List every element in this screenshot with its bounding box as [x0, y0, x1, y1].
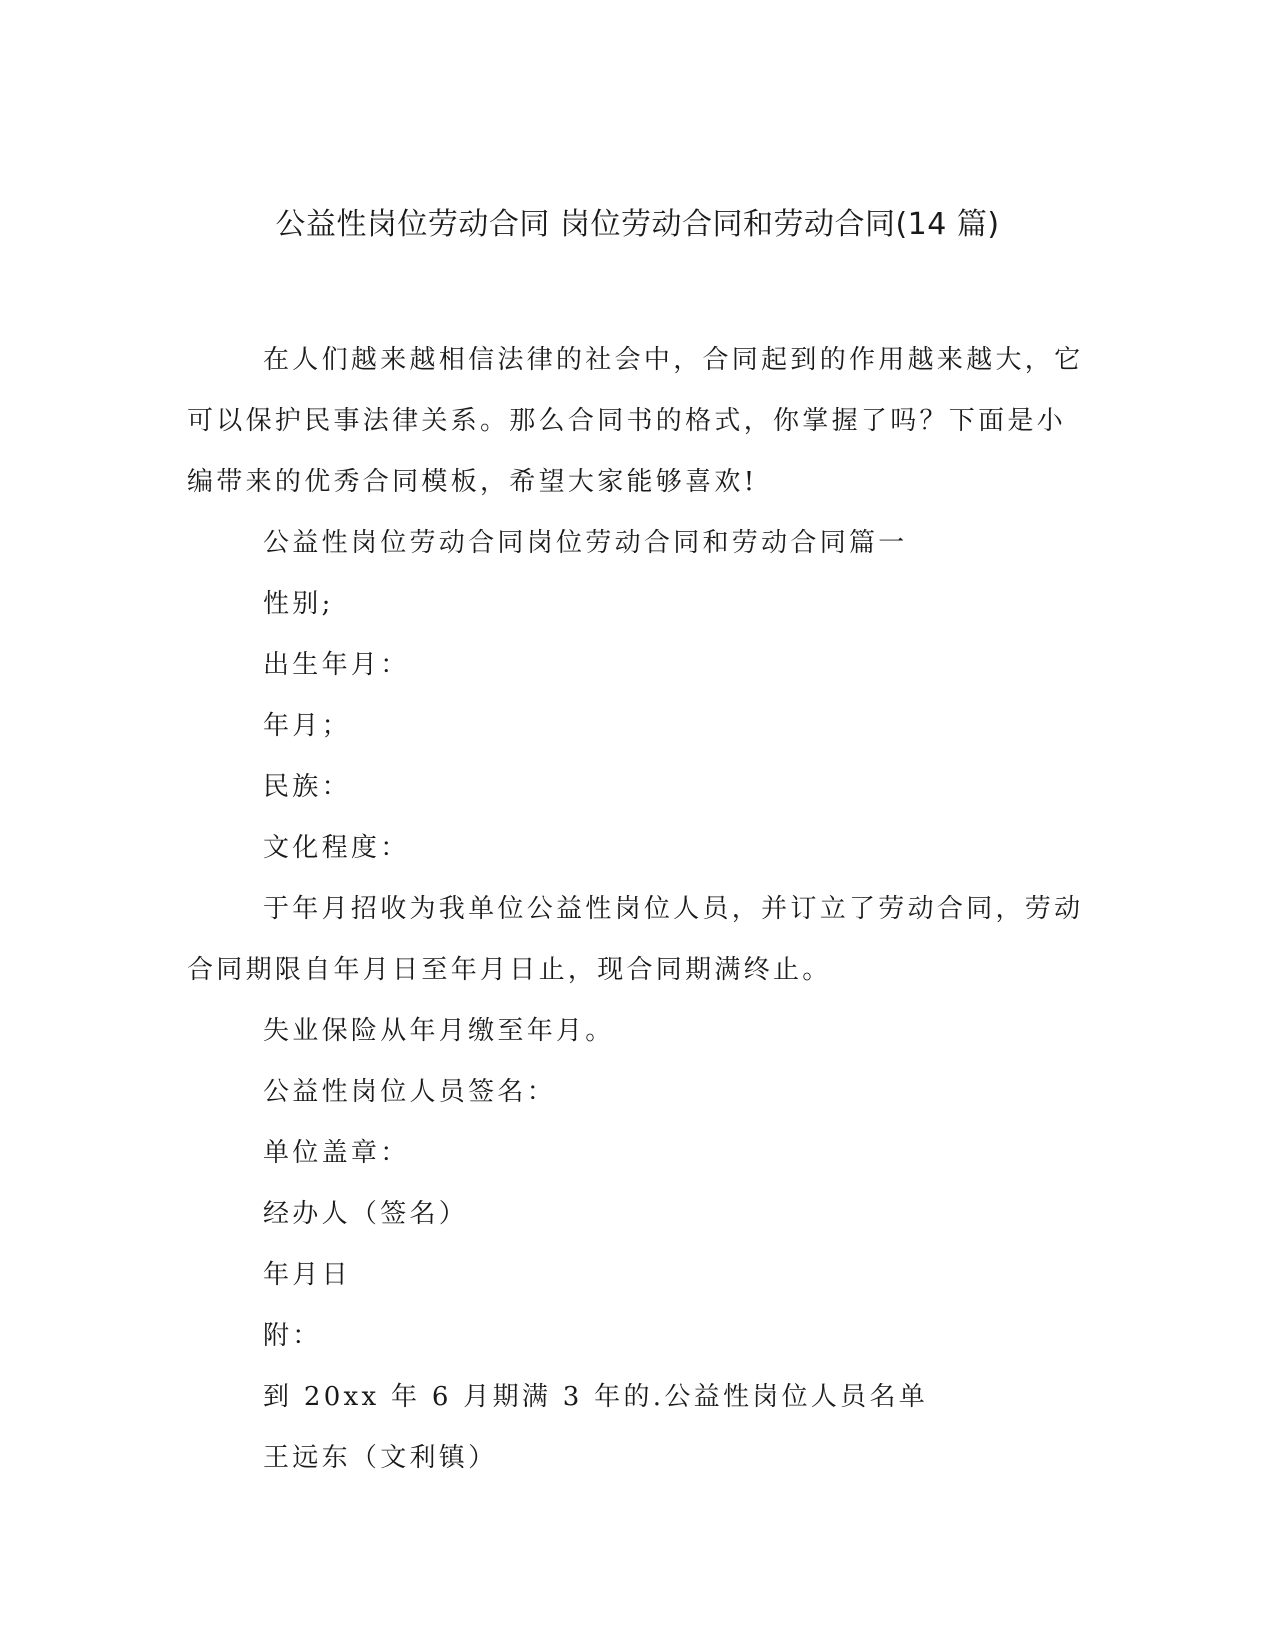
field-education: 文化程度：: [263, 833, 410, 863]
document-title: 公益性岗位劳动合同 岗位劳动合同和劳动合同(14 篇): [275, 207, 1000, 242]
person-entry: 王远东（文利镇）: [263, 1443, 498, 1473]
field-birth: 出生年月：: [263, 650, 410, 680]
field-gender: 性别;: [263, 589, 334, 619]
intro-line-3: 编带来的优秀合同模板，希望大家能够喜欢!: [187, 467, 758, 497]
insurance-line: 失业保险从年月缴至年月。: [263, 1016, 615, 1046]
field-ethnicity: 民族：: [263, 772, 351, 802]
document-body: [187, 330, 1084, 1489]
recruit-line-1: 于年月招收为我单位公益性岗位人员，并订立了劳动合同，劳动: [263, 894, 1084, 924]
section-heading: 公益性岗位劳动合同岗位劳动合同和劳动合同篇一: [263, 528, 908, 558]
recruit-line-2: 合同期限自年月日至年月日止，现合同期满终止。: [187, 955, 832, 985]
attachment-line: 附：: [263, 1321, 322, 1351]
handler-line: 经办人（签名）: [263, 1199, 469, 1229]
seal-line: 单位盖章：: [263, 1138, 410, 1168]
field-year-month: 年月；: [263, 711, 351, 741]
list-title: 到 20xx 年 6 月期满 3 年的.公益性岗位人员名单: [263, 1382, 929, 1412]
intro-line-2: 可以保护民事法律关系。那么合同书的格式，你掌握了吗？下面是小: [187, 406, 1067, 436]
date-line: 年月日: [263, 1260, 351, 1290]
intro-line-1: 在人们越来越相信法律的社会中，合同起到的作用越来越大，它: [263, 345, 1084, 375]
signature-line: 公益性岗位人员签名：: [263, 1077, 557, 1107]
